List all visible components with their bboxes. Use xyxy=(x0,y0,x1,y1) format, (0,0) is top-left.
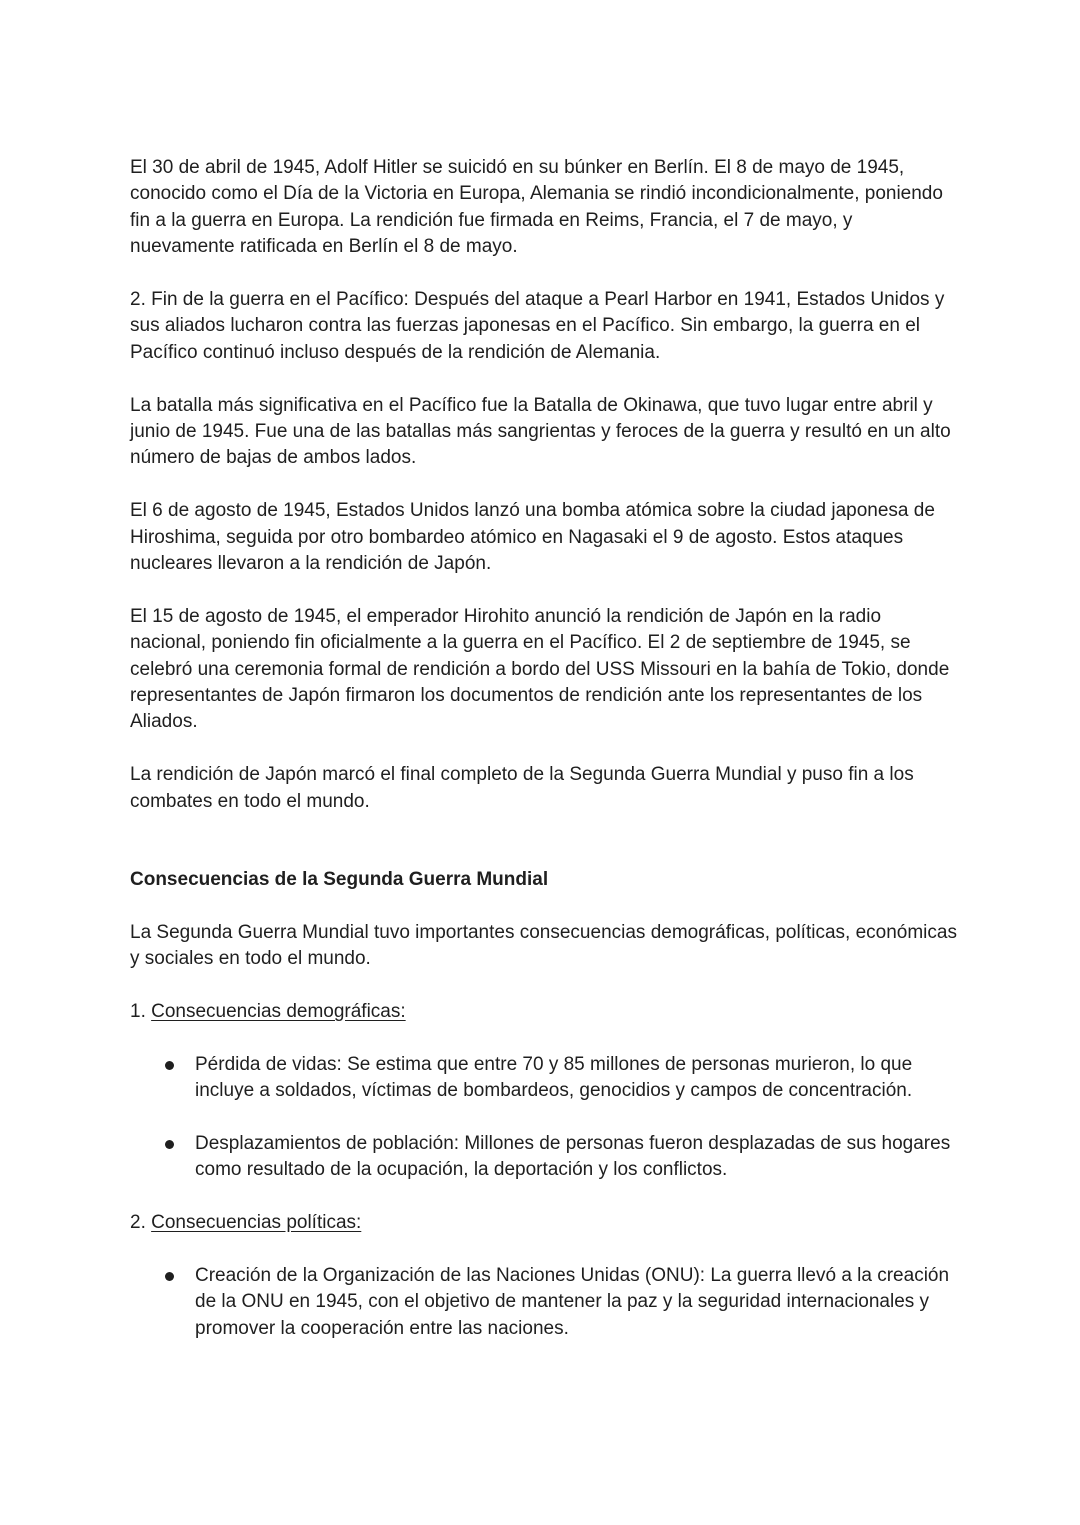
bullet-text: Desplazamientos de población: Millones de personas fueron desplazadas de sus hogares como resultado de la ocupación, la deportación y los conflictos. xyxy=(195,1133,951,1181)
bullet-icon xyxy=(165,1061,174,1070)
document-page xyxy=(130,155,960,1369)
paragraph-okinawa: La batalla más significativa en el Pacífico fue la Batalla de Okinawa, que tuvo lugar entre abril y junio de 1945. Fue una de las batallas más sangrientas y feroces de la guerra y resultó en un alto número de bajas de ambos lados. xyxy=(130,394,951,469)
list-item xyxy=(130,1131,960,1184)
list-item xyxy=(130,1263,960,1342)
demographic-consequences-title xyxy=(130,999,960,1025)
demographic-number: 1. xyxy=(130,1001,152,1023)
paragraph-atomic-bombs: El 6 de agosto de 1945, Estados Unidos lanzó una bomba atómica sobre la ciudad japonesa de Hiroshima, seguida por otro bombardeo atómico en Nagasaki el 9 de agosto. Estos ataques nucleares llevaron a la rendición de Japón. xyxy=(130,500,935,575)
section-heading: Consecuencias de la Segunda Guerra Mundial xyxy=(130,869,549,891)
section-intro: La Segunda Guerra Mundial tuvo importantes consecuencias demográficas, políticas, económicas y sociales en todo el mundo. xyxy=(130,921,957,970)
bullet-text: Pérdida de vidas: Se estima que entre 70 y 85 millones de personas murieron, lo que incluye a soldados, víctimas de bombardeos, genocidios y campos de concentración. xyxy=(195,1053,913,1102)
paragraph-japan-surrender: El 15 de agosto de 1945, el emperador Hirohito anunció la rendición de Japón en la radio nacional, poniendo fin oficialmente a la guerra en el Pacífico. El 2 de septiembre de 1945, se celebró una ceremonia formal de rendición a bordo del USS Missouri en la bahía de Tokio, donde representantes de Japón firmaron los documentos de rendición ante los representantes de los Aliados. xyxy=(130,605,950,733)
political-title-text: Consecuencias políticas: xyxy=(151,1212,362,1234)
demographic-title-text: Consecuencias demográficas: xyxy=(151,1001,406,1023)
paragraph-pacific-war-end: 2. Fin de la guerra en el Pacífico: Después del ataque a Pearl Harbor en 1941, Estados Unidos y sus aliados lucharon contra las fuerzas japonesas en el Pacífico. Sin embargo, la guerra en el Pacífico continuó incluso después de la rendición de Alemania. xyxy=(130,289,945,363)
bullet-icon xyxy=(165,1140,174,1149)
bullet-icon xyxy=(165,1272,174,1281)
political-number: 2. xyxy=(130,1212,152,1234)
political-consequences-title xyxy=(130,1210,960,1236)
demographic-bullet-list xyxy=(130,1052,960,1184)
political-bullet-list xyxy=(130,1263,960,1342)
paragraph-hitler-surrender: El 30 de abril de 1945, Adolf Hitler se suicidó en su búnker en Berlín. El 8 de mayo de 1945, conocido como el Día de la Victoria en Europa, Alemania se rindió incondicionalmente, poniendo fin a la guerra en Europa. La rendición fue firmada en Reims, Francia, el 7 de mayo, y nuevamente ratificada en Berlín el 8 de mayo. xyxy=(130,157,943,258)
paragraph-war-end: La rendición de Japón marcó el final completo de la Segunda Guerra Mundial y puso fin a los combates en todo el mundo. xyxy=(130,764,914,812)
bullet-text: Creación de la Organización de las Naciones Unidas (ONU): La guerra llevó a la creación de la ONU en 1945, con el objetivo de mantener la paz y la seguridad internacionales y promover la cooperación entre las naciones. xyxy=(195,1265,950,1339)
list-item xyxy=(130,1052,960,1105)
